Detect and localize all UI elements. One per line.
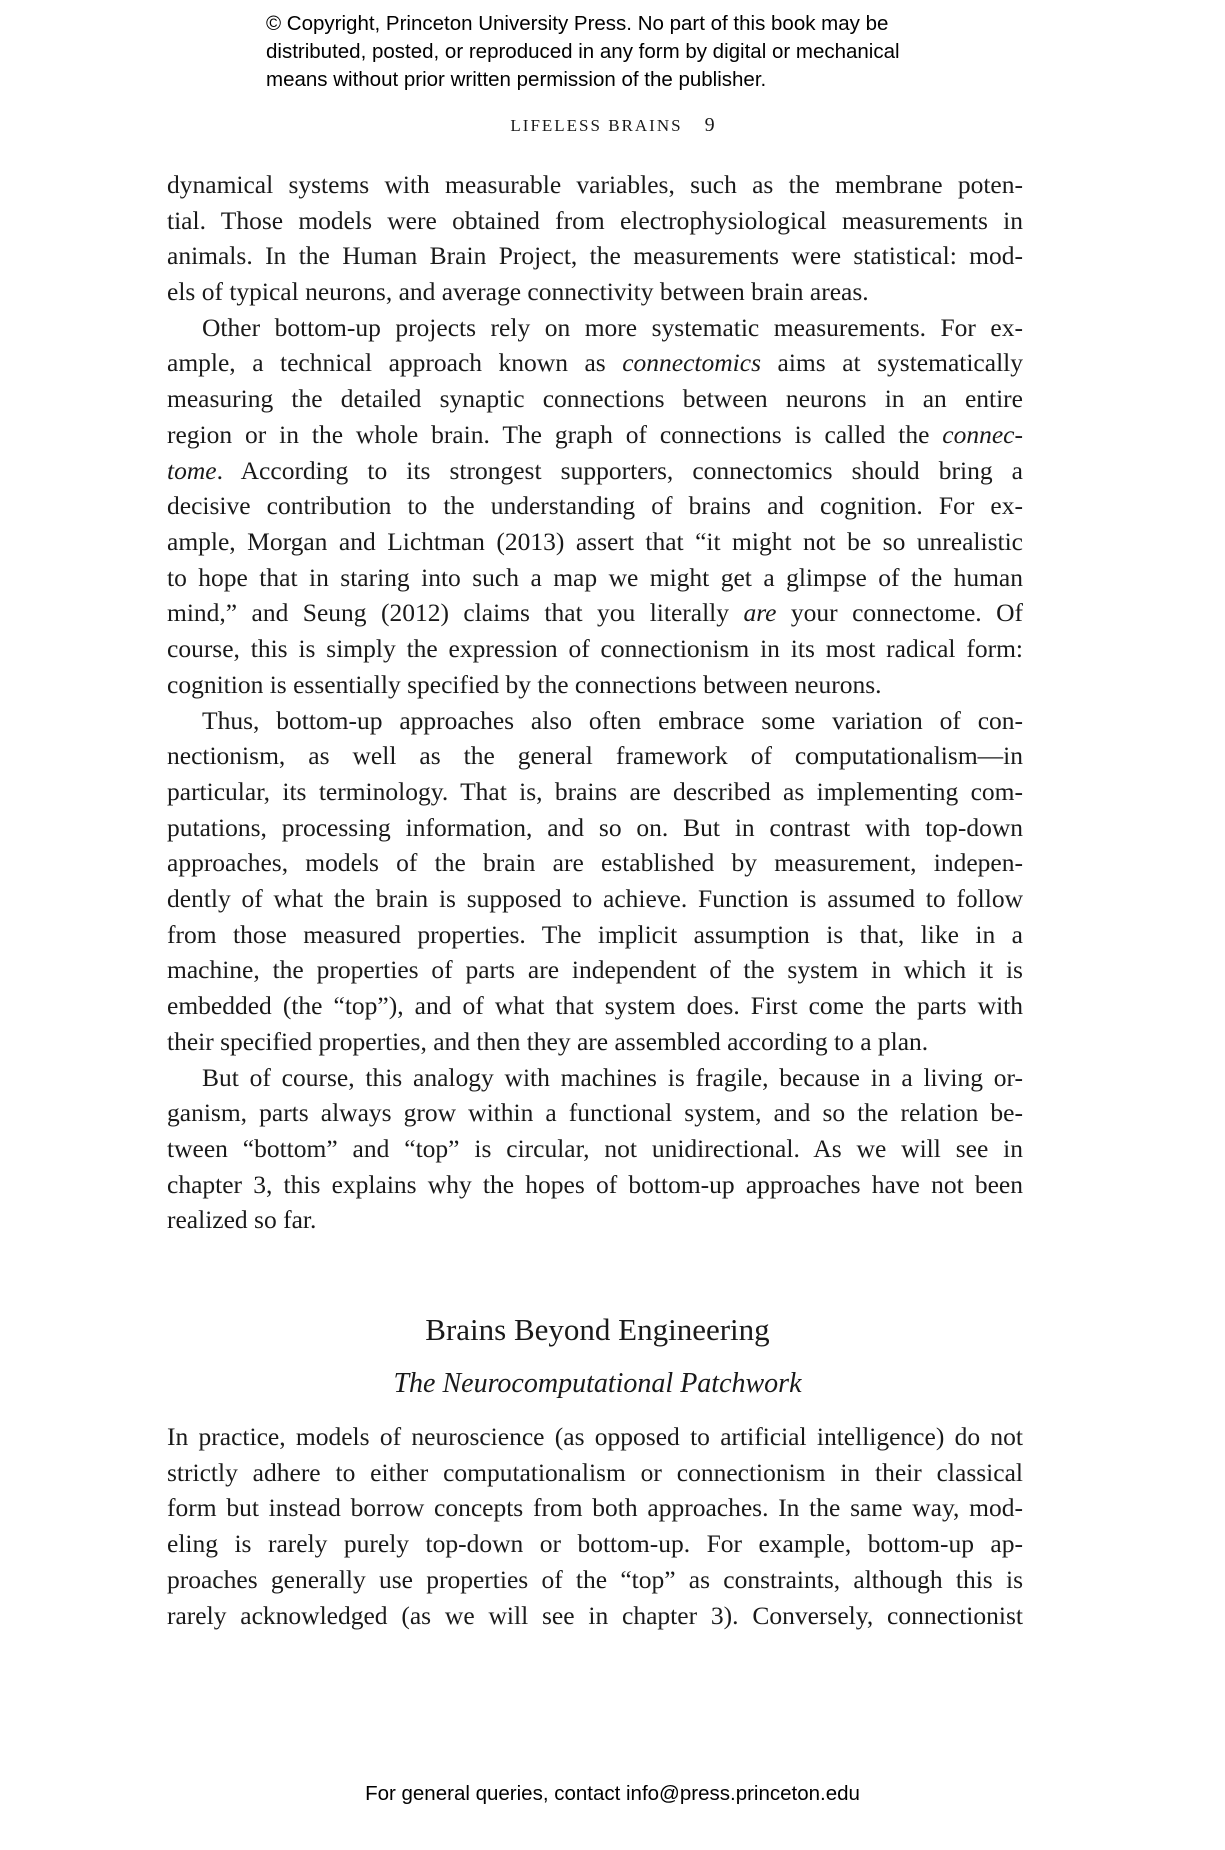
text-line	[167, 632, 1023, 666]
text-line	[167, 346, 1023, 380]
text-line	[167, 775, 1023, 809]
copyright-notice	[266, 10, 900, 94]
text-line	[167, 918, 1023, 952]
text-line	[167, 704, 1023, 738]
text-run: But of course, this analogy with machines is fragile, because in a living or-	[202, 1063, 1023, 1092]
text-run: proaches generally use properties of the “top” as constraints, although this is	[167, 1565, 1023, 1594]
text-run: dynamical systems with measurable variables, such as the membrane poten-	[167, 170, 1023, 199]
italic-text: tome	[167, 456, 217, 485]
text-run: tial. Those models were obtained from electrophysiological measurements in	[167, 206, 1023, 235]
text-line	[167, 846, 1023, 880]
text-line	[167, 525, 1023, 559]
text-run: ganism, parts always grow within a functional system, and so the relation be-	[167, 1098, 1023, 1127]
text-line	[167, 668, 1023, 702]
text-line	[167, 168, 1023, 202]
text-run: to hope that in staring into such a map we might get a glimpse of the human	[167, 563, 1023, 592]
copyright-line: © Copyright, Princeton University Press. No part of this book may be	[266, 12, 889, 35]
text-run: mind,” and Seung (2012) claims that you literally	[167, 598, 744, 627]
text-line	[167, 489, 1023, 523]
copyright-line: distributed, posted, or reproduced in any form by digital or mechanical	[266, 40, 900, 63]
text-line	[167, 1132, 1023, 1166]
text-run: form but instead borrow concepts from both approaches. In the same way, mod-	[167, 1493, 1023, 1522]
text-line	[167, 204, 1023, 238]
text-run: animals. In the Human Brain Project, the measurements were statistical: mod-	[167, 241, 1023, 270]
text-line	[167, 1061, 1023, 1095]
text-run: dently of what the brain is supposed to achieve. Function is assumed to follow	[167, 884, 1023, 913]
text-line	[167, 1420, 1023, 1454]
text-run: their specified properties, and then they are assembled according to a plan.	[167, 1027, 929, 1056]
text-run: aims at systematically	[761, 348, 1023, 377]
text-line	[167, 1491, 1023, 1525]
text-run: course, this is simply the expression of connectionism in its most radical form:	[167, 634, 1023, 663]
text-run: Other bottom-up projects rely on more systematic measurements. For ex-	[202, 313, 1023, 342]
text-run: your connectome. Of	[776, 598, 1023, 627]
text-line	[167, 1096, 1023, 1130]
section-heading: Brains Beyond Engineering	[425, 1312, 770, 1347]
text-line	[167, 454, 1023, 488]
text-run: nectionism, as well as the general framework of computationalism—in	[167, 741, 1023, 770]
text-line	[167, 811, 1023, 845]
text-run: eling is rarely purely top-down or bottom-up. For example, bottom-up ap-	[167, 1529, 1023, 1558]
text-line	[167, 1168, 1023, 1202]
text-run: from those measured properties. The implicit assumption is that, like in a	[167, 920, 1023, 949]
text-line	[167, 882, 1023, 916]
italic-text: connec-	[942, 420, 1023, 449]
text-run: region or in the whole brain. The graph of connections is called the	[167, 420, 943, 449]
text-run: In practice, models of neuroscience (as opposed to artificial intelligence) do not	[167, 1422, 1023, 1451]
text-run: Thus, bottom-up approaches also often embrace some variation of con-	[202, 706, 1023, 735]
text-run: measuring the detailed synaptic connections between neurons in an entire	[167, 384, 1023, 413]
text-run: particular, its terminology. That is, brains are described as implementing com-	[167, 777, 1023, 806]
italic-text: are	[743, 598, 777, 627]
text-run: approaches, models of the brain are established by measurement, indepen-	[167, 848, 1023, 877]
text-line	[167, 382, 1023, 416]
text-run: rarely acknowledged (as we will see in chapter 3). Conversely, connectionist	[167, 1601, 1023, 1630]
text-run: embedded (the “top”), and of what that system does. First come the parts with	[167, 991, 1023, 1020]
text-line	[167, 561, 1023, 595]
text-line	[167, 989, 1023, 1023]
text-run: ample, a technical approach known as	[167, 348, 623, 377]
text-run: realized so far.	[167, 1205, 317, 1234]
footer-contact: For general queries, contact info@press.princeton.edu	[365, 1782, 860, 1805]
text-line	[167, 1563, 1023, 1597]
text-run: decisive contribution to the understanding of brains and cognition. For ex-	[167, 491, 1023, 520]
text-run: chapter 3, this explains why the hopes of bottom-up approaches have not been	[167, 1170, 1023, 1199]
text-run: ample, Morgan and Lichtman (2013) assert that “it might not be so unrealistic	[167, 527, 1023, 556]
text-run: machine, the properties of parts are independent of the system in which it is	[167, 955, 1023, 984]
text-run: cognition is essentially specified by the connections between neurons.	[167, 670, 882, 699]
italic-text: connectomics	[622, 348, 761, 377]
text-line	[167, 1599, 1023, 1633]
text-line	[167, 1203, 1023, 1237]
text-line	[167, 418, 1023, 452]
copyright-line: means without prior written permission of the publisher.	[266, 68, 767, 91]
text-line	[167, 1025, 1023, 1059]
text-run: . According to its strongest supporters, connectomics should bring a	[216, 456, 1023, 485]
text-line	[167, 239, 1023, 273]
text-line	[167, 1456, 1023, 1490]
text-run: tween “bottom” and “top” is circular, not unidirectional. As we will see in	[167, 1134, 1023, 1163]
text-run: putations, processing information, and so on. But in contrast with top-down	[167, 813, 1023, 842]
text-line	[167, 311, 1023, 345]
running-head	[0, 114, 1225, 137]
text-run: els of typical neurons, and average connectivity between brain areas.	[167, 277, 869, 306]
text-line	[167, 953, 1023, 987]
text-line	[167, 596, 1023, 630]
text-line	[167, 1527, 1023, 1561]
running-head-title: LIFELESS BRAINS	[510, 116, 683, 135]
text-run: strictly adhere to either computationalism or connectionism in their classical	[167, 1458, 1023, 1487]
page-number: 9	[704, 114, 715, 136]
text-line	[167, 739, 1023, 773]
text-line	[167, 275, 1023, 309]
section-subheading: The Neurocomputational Patchwork	[393, 1368, 802, 1399]
